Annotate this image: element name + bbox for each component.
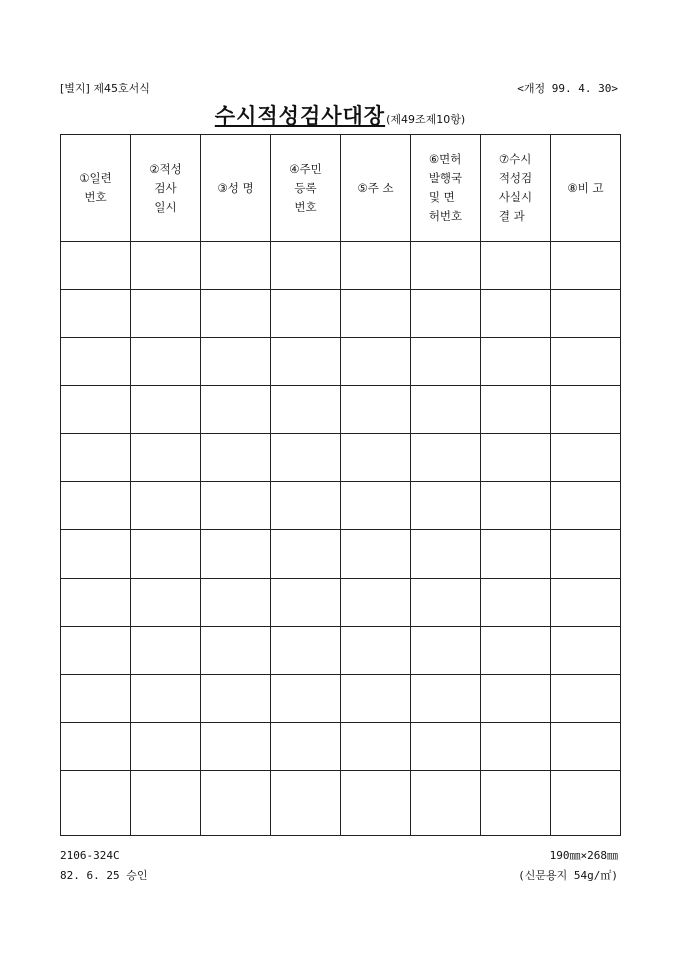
column-header-label: [357, 179, 393, 198]
cell-address[interactable]: [341, 770, 411, 835]
cell-address[interactable]: [341, 386, 411, 434]
column-header-label: [567, 179, 603, 198]
paper-type: (신문용지 54g/㎡): [518, 869, 618, 882]
table-body: [61, 242, 621, 836]
cell-address[interactable]: [341, 578, 411, 626]
cell-license[interactable]: [411, 530, 481, 578]
table-row: [61, 722, 621, 770]
cell-resident_no[interactable]: [271, 242, 341, 290]
table-header-row: [61, 135, 621, 242]
footer-right: [518, 846, 618, 886]
register-table: [60, 134, 621, 836]
cell-license[interactable]: [411, 290, 481, 338]
cell-license[interactable]: [411, 770, 481, 835]
cell-serial[interactable]: [61, 290, 131, 338]
cell-result[interactable]: [481, 626, 551, 674]
cell-resident_no[interactable]: [271, 578, 341, 626]
cell-resident_no[interactable]: [271, 770, 341, 835]
column-header-line: ①일련: [79, 171, 112, 185]
column-header-address: [341, 135, 411, 242]
cell-resident_no[interactable]: [271, 626, 341, 674]
cell-serial[interactable]: [61, 434, 131, 482]
column-header-line: 번호: [84, 190, 107, 204]
cell-address[interactable]: [341, 482, 411, 530]
form-code: 2106-324C: [60, 849, 120, 862]
cell-remarks[interactable]: [551, 530, 621, 578]
cell-serial[interactable]: [61, 674, 131, 722]
column-header-name: [201, 135, 271, 242]
table-row: [61, 386, 621, 434]
cell-test_date[interactable]: [131, 626, 201, 674]
column-header-label: [429, 150, 462, 226]
cell-license[interactable]: [411, 626, 481, 674]
table-row: [61, 530, 621, 578]
column-header-license: [411, 135, 481, 242]
column-header-line: 번호: [294, 199, 317, 214]
cell-resident_no[interactable]: [271, 434, 341, 482]
column-header-line: 결 과: [498, 209, 525, 223]
cell-result[interactable]: [481, 386, 551, 434]
column-header-line: 등록: [294, 180, 317, 195]
cell-license[interactable]: [411, 242, 481, 290]
column-header-line: ②적성: [149, 161, 182, 176]
form-number: [별지] 제45호서식: [60, 82, 150, 95]
cell-name[interactable]: [201, 626, 271, 674]
cell-test_date[interactable]: [131, 338, 201, 386]
cell-remarks[interactable]: [551, 770, 621, 835]
table-row: [61, 770, 621, 835]
cell-name[interactable]: [201, 338, 271, 386]
cell-result[interactable]: [481, 338, 551, 386]
cell-remarks[interactable]: [551, 386, 621, 434]
cell-address[interactable]: [341, 530, 411, 578]
form-title: [0, 100, 680, 130]
cell-resident_no[interactable]: [271, 290, 341, 338]
cell-license[interactable]: [411, 722, 481, 770]
column-header-line: ⑦수시: [498, 152, 532, 166]
cell-test_date[interactable]: [131, 578, 201, 626]
cell-test_date[interactable]: [131, 530, 201, 578]
cell-result[interactable]: [481, 290, 551, 338]
cell-result[interactable]: [481, 530, 551, 578]
cell-name[interactable]: [201, 242, 271, 290]
cell-license[interactable]: [411, 386, 481, 434]
cell-remarks[interactable]: [551, 242, 621, 290]
cell-license[interactable]: [411, 674, 481, 722]
cell-test_date[interactable]: [131, 482, 201, 530]
cell-serial[interactable]: [61, 338, 131, 386]
cell-address[interactable]: [341, 290, 411, 338]
cell-remarks[interactable]: [551, 482, 621, 530]
column-header-line: 및 면: [428, 190, 455, 204]
table-row: [61, 482, 621, 530]
table-row: [61, 626, 621, 674]
table-row: [61, 290, 621, 338]
cell-resident_no[interactable]: [271, 674, 341, 722]
cell-serial[interactable]: [61, 386, 131, 434]
cell-remarks[interactable]: [551, 578, 621, 626]
table-row: [61, 674, 621, 722]
cell-remarks[interactable]: [551, 674, 621, 722]
cell-serial[interactable]: [61, 770, 131, 835]
cell-resident_no[interactable]: [271, 386, 341, 434]
cell-result[interactable]: [481, 578, 551, 626]
title-legal-basis: (제49조제10항): [386, 113, 466, 126]
column-header-line: ⑧비 고: [567, 180, 604, 195]
cell-name[interactable]: [201, 482, 271, 530]
column-header-line: 허번호: [428, 209, 463, 223]
column-header-line: ⑤주 소: [357, 180, 394, 195]
cell-remarks[interactable]: [551, 722, 621, 770]
cell-name[interactable]: [201, 530, 271, 578]
cell-resident_no[interactable]: [271, 530, 341, 578]
table-row: [61, 434, 621, 482]
column-header-test_date: [131, 135, 201, 242]
column-header-label: [289, 160, 322, 217]
title-main: 수시적성검사대장: [214, 103, 386, 128]
cell-serial[interactable]: [61, 722, 131, 770]
cell-name[interactable]: [201, 770, 271, 835]
column-header-line: ⑥면허: [428, 152, 462, 166]
cell-name[interactable]: [201, 578, 271, 626]
column-header-line: 검사: [154, 180, 177, 195]
cell-name[interactable]: [201, 434, 271, 482]
column-header-line: 일시: [154, 199, 177, 214]
cell-license[interactable]: [411, 338, 481, 386]
cell-result[interactable]: [481, 674, 551, 722]
cell-address[interactable]: [341, 722, 411, 770]
column-header-serial: [61, 135, 131, 242]
table-row: [61, 242, 621, 290]
cell-serial[interactable]: [61, 578, 131, 626]
cell-result[interactable]: [481, 770, 551, 835]
cell-result[interactable]: [481, 434, 551, 482]
cell-serial[interactable]: [61, 482, 131, 530]
cell-address[interactable]: [341, 242, 411, 290]
cell-serial[interactable]: [61, 242, 131, 290]
cell-license[interactable]: [411, 482, 481, 530]
column-header-line: ④주민: [289, 161, 322, 176]
column-header-line: 사실시: [498, 190, 533, 204]
cell-remarks[interactable]: [551, 290, 621, 338]
column-header-line: 발행국: [428, 171, 463, 185]
paper-size: 190㎜×268㎜: [549, 849, 618, 862]
cell-address[interactable]: [341, 674, 411, 722]
cell-remarks[interactable]: [551, 434, 621, 482]
cell-resident_no[interactable]: [271, 722, 341, 770]
cell-result[interactable]: [481, 482, 551, 530]
column-header-label: [149, 160, 182, 217]
cell-license[interactable]: [411, 578, 481, 626]
footer-left: [60, 846, 147, 886]
cell-result[interactable]: [481, 242, 551, 290]
column-header-resident_no: [271, 135, 341, 242]
cell-result[interactable]: [481, 722, 551, 770]
table-row: [61, 338, 621, 386]
cell-test_date[interactable]: [131, 242, 201, 290]
revision-date: <개정 99. 4. 30>: [517, 82, 618, 95]
cell-address[interactable]: [341, 626, 411, 674]
cell-remarks[interactable]: [551, 338, 621, 386]
column-header-remarks: [551, 135, 621, 242]
cell-remarks[interactable]: [551, 626, 621, 674]
cell-name[interactable]: [201, 722, 271, 770]
column-header-line: ③성 명: [217, 180, 254, 195]
cell-resident_no[interactable]: [271, 482, 341, 530]
cell-name[interactable]: [201, 290, 271, 338]
cell-test_date[interactable]: [131, 674, 201, 722]
cell-address[interactable]: [341, 338, 411, 386]
cell-resident_no[interactable]: [271, 338, 341, 386]
cell-serial[interactable]: [61, 626, 131, 674]
column-header-line: 적성검: [498, 171, 533, 185]
column-header-result: [481, 135, 551, 242]
cell-address[interactable]: [341, 434, 411, 482]
approval-date: 82. 6. 25 승인: [60, 869, 148, 882]
column-header-label: [217, 179, 253, 198]
cell-license[interactable]: [411, 434, 481, 482]
table-row: [61, 578, 621, 626]
column-header-label: [499, 150, 532, 226]
cell-name[interactable]: [201, 386, 271, 434]
cell-name[interactable]: [201, 674, 271, 722]
cell-test_date[interactable]: [131, 434, 201, 482]
cell-test_date[interactable]: [131, 290, 201, 338]
cell-test_date[interactable]: [131, 770, 201, 835]
cell-serial[interactable]: [61, 530, 131, 578]
column-header-label: [79, 169, 112, 207]
cell-test_date[interactable]: [131, 722, 201, 770]
cell-test_date[interactable]: [131, 386, 201, 434]
